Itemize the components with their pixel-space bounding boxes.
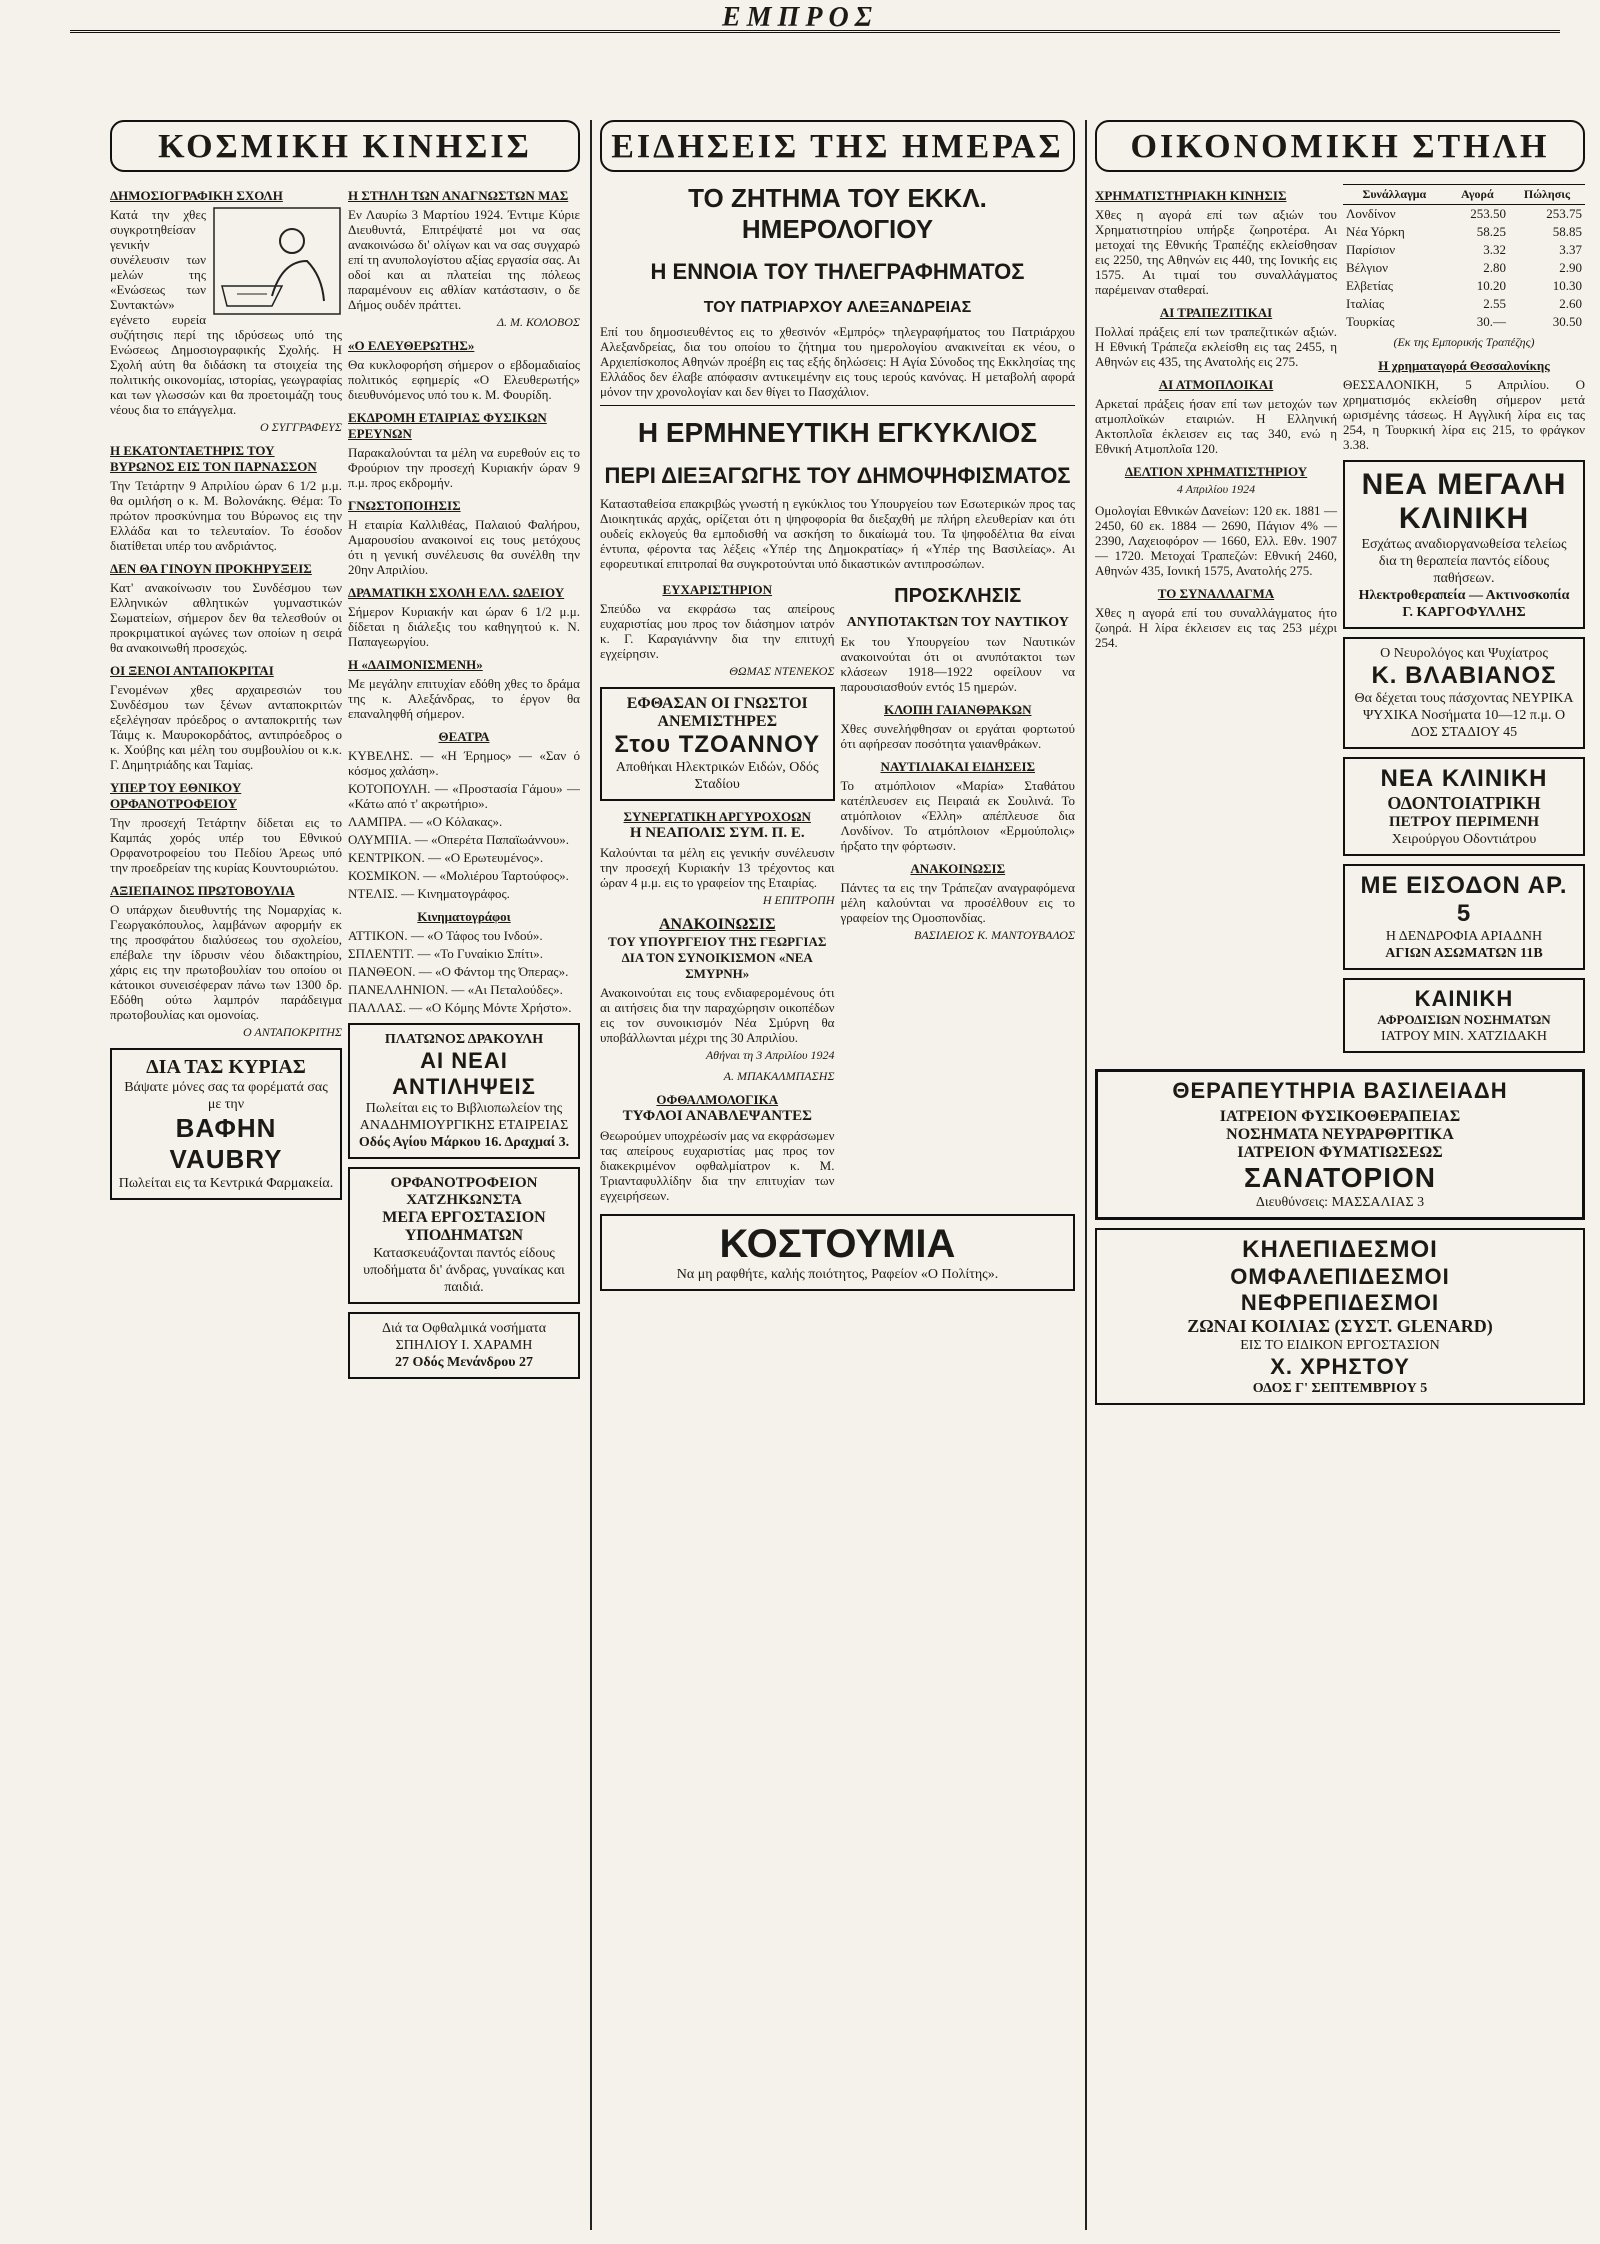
- table-cell: Βέλγιον: [1346, 260, 1389, 275]
- table-header: Αγορά: [1446, 185, 1509, 205]
- article-body: Γενομένων χθες αρχαιρεσιών του Συνδέσμου των ξένων ανταποκριτών εξελέγησαν πρόεδρος ο ανταποκριτής των Τάιμς κ. Μαυροκορδάτος, αντιπρόεδρος ο κ. Χούβης και μέλη του συμβουλίου οι κ.κ. Γ. Δημητριάδης και Ταμίας.: [110, 682, 342, 772]
- table-cell: 2.55: [1483, 296, 1506, 311]
- headline: ΤΟ ΖΗΤΗΜΑ ΤΟΥ ΕΚΚΛ. ΗΜΕΡΟΛΟΓΙΟΥ: [688, 183, 987, 244]
- ad-line: ΖΩΝΑΙ ΚΟΙΛΙΑΣ (ΣΥΣΤ. GLENARD): [1187, 1316, 1493, 1336]
- ad-title: ΝΕΑ ΜΕΓΑΛΗ ΚΛΙΝΙΚΗ: [1361, 468, 1567, 535]
- ad-subtitle: ΜΕΓΑ ΕΡΓΟΣΤΑΣΙΟΝ ΥΠΟΔΗΜΑΤΩΝ: [382, 1209, 546, 1244]
- cinema-item: ATTIKON. — «Ο Τάφος του Ινδού».: [348, 928, 543, 943]
- running-title: ΕΜΠΡΟΣ: [721, 2, 878, 33]
- article-title: ΤΟ ΣΥΝΑΛΛΑΓΜΑ: [1157, 586, 1275, 601]
- article-title: Η ΕΚΑΤΟΝΤΑΕΤΗΡΙΣ ΤΟΥ ΒΥΡΩΝΟΣ ΕΙΣ ΤΟΝ ΠΑΡΝΑΣΣΟΝ: [110, 443, 317, 474]
- exchange-rates-table: [1343, 184, 1585, 331]
- theatre-item: ΛΑΜΠΡΑ. — «Ο Κόλακας».: [348, 814, 503, 829]
- ad-title: ΚΟΣΤΟΥΜΙΑ: [719, 1222, 956, 1266]
- article-body: Σήμερον Κυριακήν και ώραν 6 1/2 μ.μ. δίδεται η διάλεξις του καθηγητού κ. Ν. Παπαγεωργίου.: [348, 604, 580, 649]
- theatre-item: ΚΟΣΜΙΚΟΝ. — «Μολιέρου Ταρτούφος».: [348, 868, 569, 883]
- column-divider: [1085, 120, 1087, 2230]
- article-body: Με μεγάλην επιτυχίαν εδόθη χθες το δράμα της κ. Αλεξάνδρας, το έργον θα επαναληφθή σήμερον.: [348, 676, 580, 721]
- ad-line: ΙΑΤΡΟΥ ΜΙΝ. ΧΑΤΖΙΔΑΚΗ: [1380, 1029, 1548, 1044]
- article-body: Αρκεταί πράξεις ήσαν επί των μετοχών των ατμοπλοϊκών εταιριών. Η Ελληνική Ακτοπλοΐα έκλεισεν εις τας 340, ενώ η Εθνική Ατμοπλοΐα 120.: [1095, 396, 1337, 456]
- ad-brand: Στου ΤΖΟΑΝΝΟΥ: [614, 731, 821, 758]
- article-title: ΑΝΑΚΟΙΝΩΣΙΣ: [658, 916, 776, 933]
- article-title: ΧΡΗΜΑΤΙΣΤΗΡΙΑΚΗ ΚΙΝΗΣΙΣ: [1095, 188, 1287, 203]
- table-cell: 30.—: [1476, 314, 1506, 329]
- ad-name: Χ. ΧΡΗΣΤΟΥ: [1270, 1354, 1410, 1379]
- article-title: Η ΣΤΗΛΗ ΤΩΝ ΑΝΑΓΝΩΣΤΩΝ ΜΑΣ: [348, 188, 569, 203]
- writer-illustration-icon: [212, 206, 342, 316]
- therapeutic-ad: [1095, 1069, 1585, 1220]
- column-divider: [590, 120, 592, 2230]
- col2-right: [841, 574, 1076, 1206]
- article-signature: Ο ΑΝΤΑΠΟΚΡΙΤΗΣ: [242, 1025, 342, 1039]
- article-body: ΘΕΣΣΑΛΟΝΙΚΗ, 5 Απριλίου. Ο χρηματισμός εκλείσθη σήμερον μετά ωρισμένης τάσεως. Η Αγγλική λίρα εις τας 254, η Τουρκική λίρα εις 215, το φράγκον 3.38.: [1343, 377, 1585, 452]
- column-social-news: [110, 120, 580, 2230]
- ad-line: Αποθήκαι Ηλεκτρικών Ειδών, Οδός Σταδίου: [615, 760, 819, 792]
- ad-line: Πωλείται εις τα Κεντρικά Φαρμακεία.: [118, 1176, 334, 1191]
- article-signature: ΒΑΣΙΛΕΙΟΣ Κ. ΜΑΝΤΟΥΒΑΛΟΣ: [914, 928, 1075, 942]
- article-title: ΕΥΧΑΡΙΣΤΗΡΙΟΝ: [662, 582, 773, 597]
- article-title: ΔΕΛΤΙΟΝ ΧΡΗΜΑΤΙΣΤΗΡΙΟΥ: [1124, 464, 1308, 479]
- article-signature: Α. ΜΠΑΚΑΛΜΠΑΣΗΣ: [723, 1069, 835, 1083]
- table-cell: 253.75: [1546, 206, 1582, 221]
- col1-right: [348, 180, 580, 1387]
- article-title: ΑΙ ΤΡΑΠΕΖΙΤΙΚΑΙ: [1159, 305, 1273, 320]
- article-title: ΕΚΔΡΟΜΗ ΕΤΑΙΡΙΑΣ ΦΥΣΙΚΩΝ ΕΡΕΥΝΩΝ: [348, 410, 547, 441]
- ad-line: Διά τα Οφθαλμικά νοσήματα ΣΠΗΛΙΟΥ Ι. ΧΑΡΑΜΗ: [381, 1321, 547, 1353]
- article-body: Επί του δημοσιευθέντος εις το χθεσινόν «Εμπρός» τηλεγραφήματος του Πατριάρχου Αλεξανδρείας, δια του οποίου το ζήτημα του ημερολογίου ανακινείται εκ νέου, ο Αρχιεπίσκοπος Αθηνών προέβη εις τας εξής δηλώσεις: Η Αγία Σύνοδος της Εκκλησίας της Ελλάδος δεν έλαβε απόφασιν αντικειμένην εις τους ιερούς κανόνας. Η μεταβολή αφορά μόνον την χρονολογίαν και δεν θίγει το Πασχάλιον.: [600, 324, 1075, 399]
- article-signature: Ο ΣΥΓΓΡΑΦΕΥΣ: [260, 420, 342, 434]
- table-cell: 253.50: [1470, 206, 1506, 221]
- article-subtitle: ΑΝΥΠΟΤΑΚΤΩΝ ΤΟΥ ΝΑΥΤΙΚΟΥ: [846, 615, 1069, 630]
- table-row: [1343, 295, 1585, 313]
- table-row: [1343, 313, 1585, 331]
- ad-item: ΙΑΤΡΕΙΟΝ ΦΥΜΑΤΙΩΣΕΩΣ: [1237, 1144, 1443, 1161]
- article-subtitle: Η ΝΕΑΠΟΛΙΣ ΣΥΜ. Π. Ε.: [629, 825, 805, 841]
- article-body: Κατ' ανακοίνωσιν του Συνδέσμου των Ελληνικών αθλητικών γυμναστικών Σωματείων, σήμερον δεν θα τελεσθούν οι προκριματικοί αγώνες των οποίων η σειρά θα ανακοινωθή προσεχώς.: [110, 580, 342, 655]
- ad-line: Η ΔΕΝΔΡΟΦΙΑ ΑΡΙΑΔΝΗ: [1385, 929, 1543, 944]
- article-title: ΔΡΑΜΑΤΙΚΗ ΣΧΟΛΗ ΕΛΛ. ΩΔΕΙΟΥ: [348, 585, 565, 600]
- article-subtitle: ΤΟΥ ΥΠΟΥΡΓΕΙΟΥ ΤΗΣ ΓΕΩΡΓΙΑΣ ΔΙΑ ΤΟΝ ΣΥΝΟΙΚΙΣΜΟΝ «ΝΕΑ ΣΜΥΡΝΗ»: [608, 934, 827, 981]
- table-cell: 58.25: [1476, 224, 1506, 239]
- costume-ad: [600, 1214, 1075, 1291]
- article-body: Θεωρούμεν υποχρέωσίν μας να εκφράσωμεν τας απείρους ευχαριστίας μας προς τον διακεκριμένον οφθαλμίατρον κ. Μ. Τριανταφυλλίδην δια την επιτυχίαν των εγχειρήσεων.: [600, 1128, 835, 1203]
- col1-left: [110, 180, 342, 1387]
- article-title: ΔΕΝ ΘΑ ΓΙΝΟΥΝ ΠΡΟΚΗΡΥΞΕΙΣ: [110, 561, 312, 576]
- cinemas-heading: Κινηματογράφοι: [417, 909, 511, 924]
- article-title: «Ο ΕΛΕΥΘΕΡΩΤΗΣ»: [348, 338, 475, 353]
- table-source: (Εκ της Εμπορικής Τραπέζης): [1393, 335, 1535, 349]
- neurologist-ad: [1343, 637, 1585, 749]
- ad-line: Εσχάτως αναδιοργανωθείσα τελείως δια τη θεραπεία παντός είδους παθήσεων.: [1361, 537, 1567, 586]
- article-body: Κατά την χθες συγκροτηθείσαν γενικήν συνέλευσιν των μελών της «Ενώσεως των Συντακτών» εγένετο ευρεία συζήτησις περί της ιδρύσεως υπό της Ενώσεως Δημοσιογραφικής Σχολής. Η Σχολή αύτη θα διδάσκη τα στοιχεία της πολιτικής οικονομίας, ιστορίας, γεωγραφίας και των γλωσσών και θα προετοιμάζη τους νέους δια το επάγγελμα.: [110, 207, 342, 417]
- article-title: ΟΦΘΑΛΜΟΛΟΓΙΚΑ: [656, 1092, 779, 1107]
- cinema-item: ΠΑΝΕΛΛΗΝΙΟΝ. — «Αι Πεταλούδες».: [348, 982, 563, 997]
- article-body: Σπεύδω να εκφράσω τας απείρους ευχαριστίας μου προς τον διάσημον ιατρόν κ. Γ. Καραγιάννην δια την επιτυχή εγχείρησιν.: [600, 601, 835, 661]
- article-title: ΔΗΜΟΣΙΟΓΡΑΦΙΚΗ ΣΧΟΛΗ: [110, 188, 283, 203]
- fan-ad: [600, 687, 835, 801]
- article-body: Ομολογίαι Εθνικών Δανείων: 120 εκ. 1881 — 2450, 60 εκ. 1884 — 2690, Πάγιον 4% — 2390, Λαχειοφόρον — 1660, Ελλ. Εθν. 1907 — 1720. Μετοχαί Τραπεζών: Εθνική 2460, Αθηνών 435, Ιονική 1575, Ανατολής 275.: [1095, 503, 1337, 578]
- masthead: [0, 0, 1600, 120]
- ad-address: 27 Οδός Μενάνδρου 27: [394, 1355, 534, 1370]
- ad-line: Θα δέχεται τους πάσχοντας ΝΕΥΡΙΚΑ ΨΥΧΙΚΑ Νοσήματα 10—12 π.μ. Ο ΔΟΣ ΣΤΑΔΙΟΥ 45: [1354, 691, 1574, 740]
- article-title: ΥΠΕΡ ΤΟΥ ΕΘΝΙΚΟΥ ΟΡΦΑΝΟΤΡΟΦΕΙΟΥ: [110, 780, 242, 811]
- vaubry-ad: [110, 1048, 342, 1200]
- cinema-item: ΣΠΛΕΝΤΙΤ. — «Το Γυναίκιο Σπίτι».: [348, 946, 544, 961]
- section-title: ΟΙΚΟΝΟΜΙΚΗ ΣΤΗΛΗ: [1095, 120, 1585, 172]
- table-cell: Ιταλίας: [1346, 296, 1385, 311]
- article-title: ΑΙ ΑΤΜΟΠΛΟΙΚΑΙ: [1158, 377, 1274, 392]
- ad-brand: ΒΑΦΗΝ VAUBRY: [169, 1113, 283, 1174]
- theatre-item: ΝΤΕΛΙΣ. — Κινηματογράφος.: [348, 886, 510, 901]
- table-row: [1343, 205, 1585, 224]
- headline-sub: ΠΕΡΙ ΔΙΕΞΑΓΩΓΗΣ ΤΟΥ ΔΗΜΟΨΗΦΙΣΜΑΤΟΣ: [604, 463, 1071, 488]
- ad-title: ΟΡΦΑΝΟΤΡΟΦΕΙΟΝ ΧΑΤΖΗΚΩΝΣΤΑ: [390, 1175, 538, 1208]
- article-title: ΓΝΩΣΤΟΠΟΙΗΣΙΣ: [348, 498, 461, 513]
- ad-title: ΘΕΡΑΠΕΥΤΗΡΙΑ ΒΑΣΙΛΕΙΑΔΗ: [1172, 1078, 1508, 1103]
- ad-address: Διευθύνσεις: ΜΑΣΣΑΛΙΑΣ 3: [1255, 1195, 1425, 1210]
- ad-line: Κατασκευάζονται παντός είδους υποδήματα δι' άνδρας, γυναίκας και παιδιά.: [363, 1246, 565, 1295]
- ad-name: Κ. ΒΛΑΒΙΑΝΟΣ: [1371, 662, 1557, 689]
- table-cell: Ελβετίας: [1346, 278, 1393, 293]
- ad-title: ΚΗΛΕΠΙΔΕΣΜΟΙ: [1242, 1236, 1438, 1263]
- section-title: ΕΙΔΗΣΕΙΣ ΤΗΣ ΗΜΕΡΑΣ: [600, 120, 1075, 172]
- article-title: ΠΡΟΣΚΛΗΣΙΣ: [894, 585, 1022, 607]
- article-title: ΑΝΑΚΟΙΝΩΣΙΣ: [910, 861, 1006, 876]
- table-cell: 3.32: [1483, 242, 1506, 257]
- ad-title: Ο Νευρολόγος και Ψυχίατρος: [1380, 646, 1548, 661]
- article-body: Η εταιρία Καλλιθέας, Παλαιού Φαλήρου, Αμαρουσίου ανακοινοί εις τους μετόχους ότι η γενική συνέλευσις θα συνέλθη την 20ην Απριλίου.: [348, 517, 580, 577]
- article-signature: Η ΕΠΙΤΡΟΠΗ: [762, 893, 835, 907]
- entrance-ad: [1343, 864, 1585, 970]
- article-signature: ΘΩΜΑΣ ΝΤΕΝΕΚΟΣ: [729, 664, 835, 678]
- article-title: ΟΙ ΞΕΝΟΙ ΑΝΤΑΠΟΚΡΙΤΑΙ: [110, 663, 274, 678]
- article-title: ΝΑΥΤΙΛΙΑΚΑΙ ΕΙΔΗΣΕΙΣ: [880, 759, 1036, 774]
- dental-clinic-ad: [1343, 757, 1585, 856]
- ad-line: Βάψατε μόνες σας τα φορέματά σας με την: [124, 1080, 328, 1112]
- ad-title: ΔΙΑ ΤΑΣ ΚΥΡΙΑΣ: [146, 1056, 306, 1078]
- ad-address: Οδός Αγίου Μάρκου 16. Δραχμαί 3.: [358, 1135, 570, 1150]
- bandage-ad: [1095, 1228, 1585, 1405]
- article-body: Πάντες τα εις την Τράπεζαν αναγραφόμενα μέλη καλούνται να προσέλθουν εις το γραφείον της Ομοσπονδίας.: [840, 880, 1075, 925]
- theatre-item: ΚΟΤΟΠΟΥΛΗ. — «Προστασία Γάμου» — «Κάτω από τ' ακρωτήριο».: [348, 781, 580, 811]
- ad-line: ΕΙΣ ΤΟ ΕΙΔΙΚΟΝ ΕΡΓΟΣΤΑΣΙΟΝ: [1240, 1338, 1440, 1353]
- ad-subtitle: ΟΔΟΝΤΟΙΑΤΡΙΚΗ: [1387, 793, 1541, 813]
- table-header: Πώλησις: [1509, 185, 1585, 205]
- orphanage-ad: [348, 1167, 580, 1304]
- table-row: [1343, 241, 1585, 259]
- table-cell: Τουρκίας: [1346, 314, 1395, 329]
- table-row: [1343, 277, 1585, 295]
- table-cell: Παρίσιον: [1346, 242, 1396, 257]
- ad-line: Να μη ραφθήτε, καλής ποιότητος, Ραφείον «Ο Πολίτης».: [676, 1267, 999, 1282]
- article-title: ΑΞΙΕΠΑΙΝΟΣ ΠΡΩΤΟΒΟΥΛΙΑ: [110, 883, 295, 898]
- ad-item: ΣΑΝΑΤΟΡΙΟΝ: [1244, 1162, 1436, 1193]
- table-row: [1343, 259, 1585, 277]
- article-body: Θα κυκλοφορήση σήμερον ο εβδομαδιαίος πολιτικός εφημερίς «Ο Ελευθερωτής» διευθυνόμενος υπό του κ. Μ. Φουρίδη.: [348, 357, 580, 402]
- article-body: Εν Λαυρίω 3 Μαρτίου 1924. Έντιμε Κύριε Διευθυντά, Επιτρέψατέ μοι να σας ανακοινώσω δι' ολίγων και να σας συγχαρώ επί τη ανυπολογίστου αξίας εργασία σας. Αι οδοί και αι πλατείαι της πόλεως παραμένουν εις αθλίαν κατάστασιν, ο δε Δήμος ουδέν πράττει.: [348, 207, 580, 312]
- col3-right: [1343, 180, 1585, 1061]
- article-body: Παρακαλούνται τα μέλη να ευρεθούν εις το Φρούριον την προσεχή Κυριακήν ώραν 9 π.μ. προς εκδρομήν.: [348, 445, 580, 490]
- ad-signature: Γ. ΚΑΡΓΟΦΥΛΛΗΣ: [1402, 605, 1526, 620]
- ad-title: ΜΕ ΕΙΣΟΔΟΝ ΑΡ. 5: [1360, 872, 1568, 927]
- article-body: Πολλαί πράξεις επί των τραπεζιτικών αξιών. Η Εθνική Τράπεζα εκλείσθη εις τας 2455, η Αθηνών εις 435, της Ανατολής εις 275.: [1095, 324, 1337, 369]
- article-signature: Δ. Μ. ΚΟΛΟΒΟΣ: [496, 315, 580, 329]
- ad-title: ΝΕΑ ΚΛΙΝΙΚΗ: [1380, 765, 1548, 792]
- ad-line: Χειρούργου Οδοντιάτρου: [1391, 832, 1537, 847]
- headline-sub2: ΤΟΥ ΠΑΤΡΙΑΡΧΟΥ ΑΛΕΞΑΝΔΡΕΙΑΣ: [703, 299, 972, 316]
- article-body: Καλούνται τα μέλη εις γενικήν συνέλευσιν την προσεχή Κυριακήν 13 τρέχοντος και ώραν 4 μ.μ. εις το γραφείον της Εταιρίας.: [600, 845, 835, 890]
- venereal-clinic-ad: [1343, 978, 1585, 1053]
- article-body: Την Τετάρτην 9 Απριλίου ώραν 6 1/2 μ.μ. θα ομιλήση ο κ. Μ. Βολονάκης. Θέμα: Το πρώτον προσκύνημα του Βύρωνος εις την Ελλάδα και το τελευταίον. Το έσοδον διατίθεται υπέρ του ανδριάντος.: [110, 478, 342, 553]
- article-body: Χθες η αγορά επί των αξιών του Χρηματιστηρίου υπήρξε ζωηροτέρα. Αι μετοχαί της Εθνικής Τραπέζης εκλείσθησαν εις 2250, της Αθηνών εις 440, της Ιονικής εις 1575. Αι τιμαί του συναλλάγματος παρέμειναν σταθεραί.: [1095, 207, 1337, 297]
- article-title: ΚΛΟΠΗ ΓΑΙΑΝΘΡΑΚΩΝ: [884, 702, 1032, 717]
- article-body: Χθες η αγορά επί του συναλλάγματος ήτο ζωηρά. Η λίρα έκλεισεν εις τας 253 μέχρι 254.: [1095, 605, 1337, 650]
- headline: Η ΕΡΜΗΝΕΥΤΙΚΗ ΕΓΚΥΚΛΙΟΣ: [637, 417, 1038, 448]
- article-title: Η «ΔΑΙΜΟΝΙΣΜΕΝΗ»: [348, 657, 483, 672]
- table-cell: Νέα Υόρκη: [1346, 224, 1405, 239]
- article-title: Η χρηματαγορά Θεσσαλονίκης: [1378, 358, 1550, 373]
- table-cell: 2.90: [1559, 260, 1582, 275]
- col3-left: [1095, 180, 1337, 1061]
- ad-title: ΕΦΘΑΣΑΝ ΟΙ ΓΝΩΣΤΟΙ ΑΝΕΜΙΣΤΗΡΕΣ: [626, 695, 808, 730]
- article-subtitle: ΤΥΦΛΟΙ ΑΝΑΒΛΕΨΑΝΤΕΣ: [622, 1108, 812, 1124]
- table-row: [1343, 223, 1585, 241]
- table-cell: 2.60: [1559, 296, 1582, 311]
- eye-doctor-ad: [348, 1312, 580, 1379]
- ad-line: ΟΜΦΑΛΕΠΙΔΕΣΜΟΙ: [1230, 1264, 1450, 1289]
- article-body: Την προσεχή Τετάρτην δίδεται εις το Καμπάς χορός υπέρ του Εθνικού Ορφανοτροφείου του Πεδίου Άρεως υπό την προεδρείαν της κυρίας Κουντουριώτου.: [110, 815, 342, 875]
- article-body: Εκ του Υπουργείου των Ναυτικών ανακοινούται ότι οι ανυπότακτοι των κλάσεων 1918—1922 οφείλουν να παρουσιασθούν εντός 15 ημερών.: [840, 634, 1075, 694]
- ad-address: ΑΓΙΩΝ ΑΣΩΜΑΤΩΝ 11Β: [1385, 946, 1543, 961]
- article-body: Το ατμόπλοιον «Μαρία» Σταθάτου κατέπλευσεν εις Πειραιά εκ Σουλινά. Το ατμόπλοιον «Έλλη» απέπλευσε δια Λονδίνον. Το ατμόπλοιον «Ερμούπολις» ήρξατο την φόρτωσιν.: [840, 778, 1075, 853]
- ad-item: ΙΑΤΡΕΙΟΝ ΦΥΣΙΚΟΘΕΡΑΠΕΙΑΣ: [1219, 1108, 1461, 1125]
- article-date: 4 Απριλίου 1924: [1176, 482, 1256, 496]
- theatres-heading: ΘΕΑΤΡΑ: [438, 729, 490, 744]
- ad-line: ΝΕΦΡΕΠΙΔΕΣΜΟΙ: [1240, 1290, 1440, 1315]
- ad-item: ΝΟΣΗΜΑΤΑ ΝΕΥΡΑΡΘΡΙΤΙΚΑ: [1226, 1126, 1454, 1143]
- ad-title: ΑΙ ΝΕΑΙ ΑΝΤΙΛΗΨΕΙΣ: [392, 1048, 536, 1099]
- rule: [600, 405, 1075, 406]
- article-body: Ο υπάρχων διευθυντής της Νομαρχίας κ. Γεωργακόπουλος, λαμβάνων αφορμήν εκ της προσφάτου διαλύσεως του σχολείου, επέβαλε την ίδρυσιν νέου διδακτηρίου, χάρις εις την πρωτοβουλίαν του οποίου οι κάτοικοι συνεισέφεραν πάνω των 1300 δρ. Εδόθη ούτω λαμπρόν παράδειγμα πρωτοβουλίας και ομονοίας.: [110, 902, 342, 1022]
- table-cell: 2.80: [1483, 260, 1506, 275]
- ad-title: ΚΑΙΝΙΚΗ: [1414, 986, 1514, 1011]
- col2-left: [600, 574, 835, 1206]
- theatre-item: ΚΥΒΕΛΗΣ. — «Η Έρημος» — «Σαν ό κόσμος χαλάση».: [348, 748, 580, 778]
- article-body: Χθες συνελήφθησαν οι εργάται φορτωτού ότι αφήρεσαν ποσότητα γαιανθράκων.: [840, 721, 1075, 751]
- ad-line: Πωλείται εις το Βιβλιοπωλείον της ΑΝΑΔΗΜΙΟΥΡΓΙΚΗΣ ΕΤΑΙΡΕΙΑΣ: [359, 1101, 569, 1133]
- column-economy: [1095, 120, 1585, 2230]
- table-cell: 10.30: [1552, 278, 1582, 293]
- ad-author: ΠΛΑΤΩΝΟΣ ΔΡΑΚΟΥΛΗ: [384, 1032, 544, 1047]
- table-header: Συνάλλαγμα: [1343, 185, 1446, 205]
- cinema-item: ΠΑΝΘΕΟΝ. — «Ο Φάντομ της Όπερας».: [348, 964, 569, 979]
- article-body: Κατασταθείσα επακριβώς γνωστή η εγκύκλιος του Υπουργείου των Εσωτερικών προς τας Διοικητικάς αρχάς, ορίζεται ότι η ψηφοφορία θα διεξαχθή με πλήρη ελευθερίαν και ότι ουδείς εκλογεύς θα εμποδισθή να ασκήση το δικαίωμά του. Τα ψηφοδέλτια θα είναι έντυπα, φέροντα τας λέξεις «Υπέρ της Δημοκρατίας» ή «Υπέρ της Βασιλείας». Αι εφορευτικαί επιτροπαί θα συγκροτούνται υπό δικαστικών αντιπροσώπων.: [600, 496, 1075, 571]
- headline-sub: Η ΕΝΝΟΙΑ ΤΟΥ ΤΗΛΕΓΡΑΦΗΜΑΤΟΣ: [650, 259, 1025, 284]
- theatre-item: ΚΕΝΤΡΙΚΟΝ. — «Ο Ερωτευμένος».: [348, 850, 544, 865]
- ad-name: ΠΕΤΡΟΥ ΠΕΡΙΜΕΝΗ: [1388, 814, 1540, 830]
- theatre-item: ΟΛΥΜΠΙΑ. — «Οπερέτα Παπαϊωάννου».: [348, 832, 570, 847]
- table-cell: 58.85: [1552, 224, 1582, 239]
- table-cell: 10.20: [1476, 278, 1506, 293]
- article-date: Αθήναι τη 3 Απριλίου 1924: [705, 1048, 835, 1062]
- table-cell: 3.37: [1559, 242, 1582, 257]
- ad-address: ΟΔΟΣ Γ' ΣΕΠΤΕΜΒΡΙΟΥ 5: [1252, 1381, 1428, 1396]
- ad-subtitle: Ηλεκτροθεραπεία — Ακτινοσκοπία: [1358, 588, 1570, 603]
- article-title: ΣΥΝΕΡΓΑΤΙΚΗ ΑΡΓΥΡΟΧΟΩΝ: [623, 809, 811, 824]
- clinic-ad: [1343, 460, 1585, 629]
- book-ad: [348, 1023, 580, 1159]
- top-rule: [70, 30, 1560, 33]
- article-body: Ανακοινούται εις τους ενδιαφερομένους ότι αι αιτήσεις δια την παραχώρησιν οικοπέδων εις τον συνοικισμόν Νέα Σμύρνη θα υποβάλλωνται μέχρι της 30 Απριλίου.: [600, 985, 835, 1045]
- section-title: ΚΟΣΜΙΚΗ ΚΙΝΗΣΙΣ: [110, 120, 580, 172]
- ad-subtitle: ΑΦΡΟΔΙΣΙΩΝ ΝΟΣΗΜΑΤΩΝ: [1377, 1012, 1551, 1027]
- cinema-item: ΠΑΛΛΑΣ. — «Ο Κόμης Μόντε Χρήστο».: [348, 1000, 572, 1015]
- table-cell: Λονδίνον: [1346, 206, 1396, 221]
- table-cell: 30.50: [1552, 314, 1582, 329]
- column-daily-news: [600, 120, 1075, 2230]
